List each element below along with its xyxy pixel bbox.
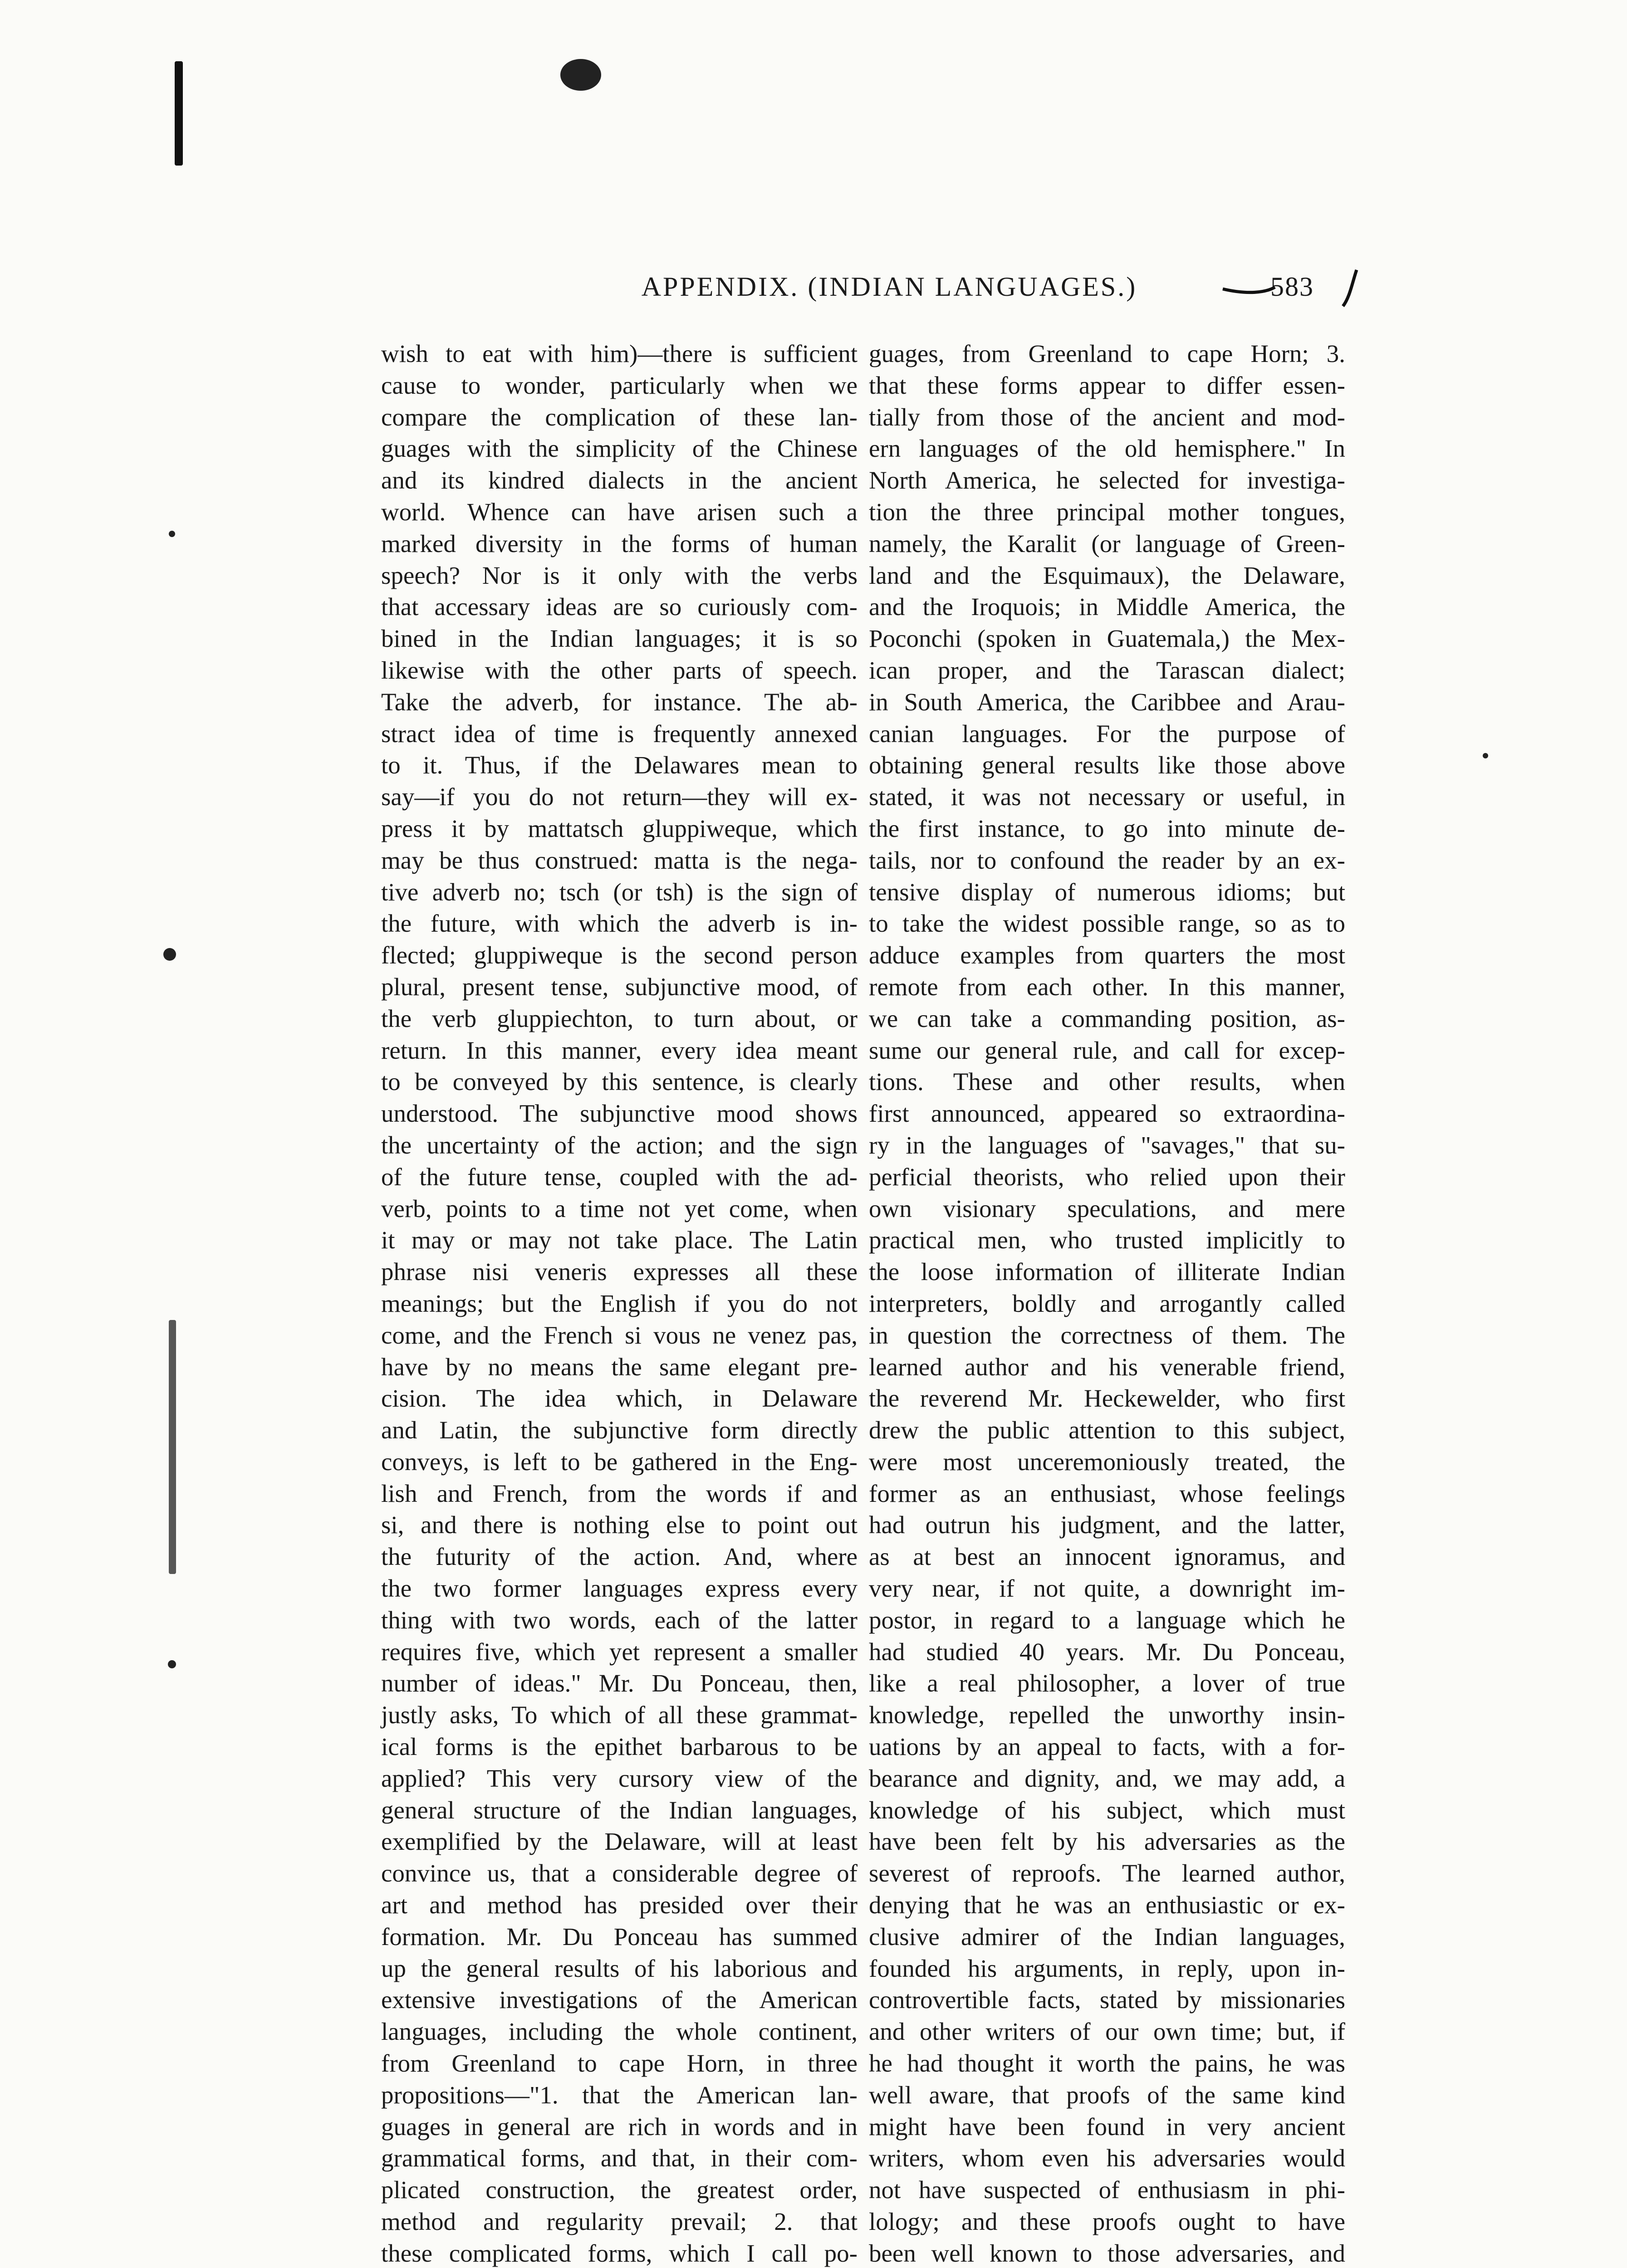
text-line: to it. Thus, if the Delawares mean to — [381, 751, 858, 779]
text-line: uations by an appeal to facts, with a for- — [869, 1733, 1345, 1761]
text-line: postor, in regard to a language which he — [869, 1606, 1345, 1634]
text-line: we can take a commanding position, as- — [869, 1004, 1345, 1032]
ink-speck — [168, 1660, 176, 1668]
text-line: lish and French, from the words if and — [381, 1479, 858, 1507]
text-line: stated, it was not necessary or useful, in — [869, 783, 1345, 811]
binding-mark-top — [175, 61, 183, 166]
text-line: Poconchi (spoken in Guatemala,) the Mex- — [869, 625, 1345, 653]
text-line: in South America, the Caribbee and Arau- — [869, 688, 1345, 716]
text-line: severest of reproofs. The learned author, — [869, 1859, 1345, 1887]
text-line: press it by mattatsch gluppiweque, which — [381, 814, 858, 842]
text-line: been well known to those adversaries, and — [869, 2239, 1345, 2267]
text-line: likewise with the other parts of speech. — [381, 656, 858, 684]
text-line: lology; and these proofs ought to have — [869, 2208, 1345, 2236]
text-line: learned author and his venerable friend, — [869, 1353, 1345, 1381]
text-line: adduce examples from quarters the most — [869, 941, 1345, 969]
text-line: conveys, is left to be gathered in the Eng- — [381, 1447, 858, 1476]
text-line: knowledge, repelled the unworthy insin- — [869, 1701, 1345, 1729]
text-line: formation. Mr. Du Ponceau has summed — [381, 1922, 858, 1950]
text-line: plural, present tense, subjunctive mood, of — [381, 973, 858, 1001]
text-line: the reverend Mr. Heckewelder, who first — [869, 1384, 1345, 1413]
text-line: come, and the French si vous ne venez pas, — [381, 1321, 858, 1349]
text-line: meanings; but the English if you do not — [381, 1289, 858, 1317]
text-line: guages in general are rich in words and in — [381, 2112, 858, 2141]
text-line: and the Iroquois; in Middle America, the — [869, 593, 1345, 621]
text-line: bined in the Indian languages; it is so — [381, 625, 858, 653]
text-line: ical forms is the epithet barbarous to be — [381, 1733, 858, 1761]
text-line: practical men, who trusted implicitly to — [869, 1226, 1345, 1254]
text-line: guages, from Greenland to cape Horn; 3. — [869, 340, 1345, 367]
text-line: from Greenland to cape Horn, in three — [381, 2049, 858, 2077]
text-line: had outrun his judgment, and the latter, — [869, 1511, 1345, 1539]
text-column-left — [381, 338, 858, 2268]
ink-blot-top — [560, 59, 601, 91]
text-line: tion the three principal mother tongues, — [869, 498, 1345, 526]
text-line: general structure of the Indian languages, — [381, 1796, 858, 1824]
text-line: that these forms appear to differ essen- — [869, 371, 1345, 399]
text-line: and other writers of our own time; but, if — [869, 2018, 1345, 2046]
text-line: founded his arguments, in reply, upon in- — [869, 1954, 1345, 1982]
text-line: may be thus construed: matta is the nega- — [381, 846, 858, 874]
text-line: cision. The idea which, in Delaware — [381, 1384, 858, 1413]
text-line: return. In this manner, every idea meant — [381, 1036, 858, 1064]
text-line: perficial theorists, who relied upon their — [869, 1163, 1345, 1191]
running-title: APPENDIX. (INDIAN LANGUAGES.) — [641, 272, 1137, 302]
text-line: like a real philosopher, a lover of true — [869, 1669, 1345, 1697]
text-line: thing with two words, each of the latter — [381, 1606, 858, 1634]
text-line: understood. The subjunctive mood shows — [381, 1100, 858, 1128]
text-line: of the future tense, coupled with the ad- — [381, 1163, 858, 1191]
text-line: clusive admirer of the Indian languages, — [869, 1922, 1345, 1950]
text-line: verb, points to a time not yet come, when — [381, 1194, 858, 1222]
text-line: exemplified by the Delaware, will at least — [381, 1828, 858, 1856]
text-line: tails, nor to confound the reader by an ex- — [869, 846, 1345, 874]
text-line: flected; gluppiweque is the second person — [381, 941, 858, 969]
text-line: say—if you do not return—they will ex- — [381, 783, 858, 811]
text-line: writers, whom even his adversaries would — [869, 2144, 1345, 2172]
text-line: si, and there is nothing else to point out — [381, 1511, 858, 1539]
text-line: own visionary speculations, and mere — [869, 1194, 1345, 1222]
text-line: the first instance, to go into minute de- — [869, 814, 1345, 842]
text-line: ry in the languages of "savages," that su- — [869, 1131, 1345, 1159]
text-line: as at best an innocent ignoramus, and — [869, 1543, 1345, 1571]
text-line: languages, including the whole continent, — [381, 2018, 858, 2046]
page-number: 583 — [1270, 272, 1314, 302]
text-line: very near, if not quite, a downright im- — [869, 1574, 1345, 1603]
text-line: it may or may not take place. The Latin — [381, 1226, 858, 1254]
text-line: land and the Esquimaux), the Delaware, — [869, 561, 1345, 589]
text-line: sume our general rule, and call for excep- — [869, 1036, 1345, 1064]
text-line: method and regularity prevail; 2. that — [381, 2208, 858, 2236]
text-line: in question the correctness of them. The — [869, 1321, 1345, 1349]
text-line: the uncertainty of the action; and the sign — [381, 1131, 858, 1159]
text-line: art and method has presided over their — [381, 1891, 858, 1919]
text-line: plicated construction, the greatest order, — [381, 2176, 858, 2204]
text-line: North America, he selected for investiga- — [869, 466, 1345, 494]
text-line: guages with the simplicity of the Chinese — [381, 435, 858, 463]
text-line: drew the public attention to this subject, — [869, 1416, 1345, 1444]
text-line: tive adverb no; tsch (or tsh) is the sign of — [381, 878, 858, 906]
text-line: namely, the Karalit (or language of Green- — [869, 529, 1345, 557]
text-line: world. Whence can have arisen such a — [381, 498, 858, 526]
text-line: propositions—"1. that the American lan- — [381, 2081, 858, 2109]
text-line: cause to wonder, particularly when we — [381, 371, 858, 399]
text-line: have been felt by his adversaries as the — [869, 1828, 1345, 1856]
text-line: have by no means the same elegant pre- — [381, 1353, 858, 1381]
text-line: the futurity of the action. And, where — [381, 1543, 858, 1571]
ink-speck — [163, 948, 176, 961]
text-line: not have suspected of enthusiasm in phi- — [869, 2176, 1345, 2204]
text-line: up the general results of his laborious and — [381, 1954, 858, 1982]
text-line: these complicated forms, which I call po- — [381, 2239, 858, 2267]
text-line: the verb gluppiechton, to turn about, or — [381, 1004, 858, 1032]
text-line: grammatical forms, and that, in their com- — [381, 2144, 858, 2172]
text-line: might have been found in very ancient — [869, 2112, 1345, 2141]
text-line: interpreters, boldly and arrogantly called — [869, 1289, 1345, 1317]
text-line: stract idea of time is frequently annexed — [381, 719, 858, 748]
text-line: had studied 40 years. Mr. Du Ponceau, — [869, 1637, 1345, 1666]
text-line: controvertible facts, stated by missionaries — [869, 1986, 1345, 2014]
text-line: wish to eat with him)—there is sufficient — [381, 340, 858, 367]
text-line: number of ideas." Mr. Du Ponceau, then, — [381, 1669, 858, 1697]
text-line: ern languages of the old hemisphere." In — [869, 435, 1345, 463]
text-line: knowledge of his subject, which must — [869, 1796, 1345, 1824]
ink-speck — [169, 531, 175, 537]
text-line: and Latin, the subjunctive form directly — [381, 1416, 858, 1444]
text-line: ican proper, and the Tarascan dialect; — [869, 656, 1345, 684]
text-line: phrase nisi veneris expresses all these — [381, 1258, 858, 1286]
text-line: extensive investigations of the American — [381, 1986, 858, 2014]
text-line: first announced, appeared so extraordina- — [869, 1100, 1345, 1128]
text-line: tions. These and other results, when — [869, 1068, 1345, 1096]
text-line: the two former languages express every — [381, 1574, 858, 1603]
text-column-right — [869, 338, 1345, 2268]
binding-mark-middle — [169, 1320, 176, 1574]
text-line: applied? This very cursory view of the — [381, 1764, 858, 1792]
text-line: obtaining general results like those above — [869, 751, 1345, 779]
text-line: that accessary ideas are so curiously com- — [381, 593, 858, 621]
text-line: and its kindred dialects in the ancient — [381, 466, 858, 494]
text-line: denying that he was an enthusiastic or ex- — [869, 1891, 1345, 1919]
text-line: he had thought it worth the pains, he was — [869, 2049, 1345, 2077]
text-line: tensive display of numerous idioms; but — [869, 878, 1345, 906]
text-line: compare the complication of these lan- — [381, 403, 858, 431]
text-line: convince us, that a considerable degree of — [381, 1859, 858, 1887]
text-line: justly asks, To which of all these grammat- — [381, 1701, 858, 1729]
text-line: the loose information of illiterate Indian — [869, 1258, 1345, 1286]
text-line: remote from each other. In this manner, — [869, 973, 1345, 1001]
text-line: canian languages. For the purpose of — [869, 719, 1345, 748]
text-line: to be conveyed by this sentence, is clearly — [381, 1068, 858, 1096]
text-line: marked diversity in the forms of human — [381, 529, 858, 557]
text-line: tially from those of the ancient and mod- — [869, 403, 1345, 431]
text-line: well aware, that proofs of the same kind — [869, 2081, 1345, 2109]
text-line: to take the widest possible range, so as to — [869, 909, 1345, 938]
text-line: requires five, which yet represent a smaller — [381, 1637, 858, 1666]
text-line: former as an enthusiast, whose feelings — [869, 1479, 1345, 1507]
text-line: were most unceremoniously treated, the — [869, 1447, 1345, 1476]
text-line: Take the adverb, for instance. The ab- — [381, 688, 858, 716]
text-line: the future, with which the adverb is in- — [381, 909, 858, 938]
ink-speck — [1483, 753, 1488, 758]
text-line: bearance and dignity, and, we may add, a — [869, 1764, 1345, 1792]
text-line: speech? Nor is it only with the verbs — [381, 561, 858, 589]
